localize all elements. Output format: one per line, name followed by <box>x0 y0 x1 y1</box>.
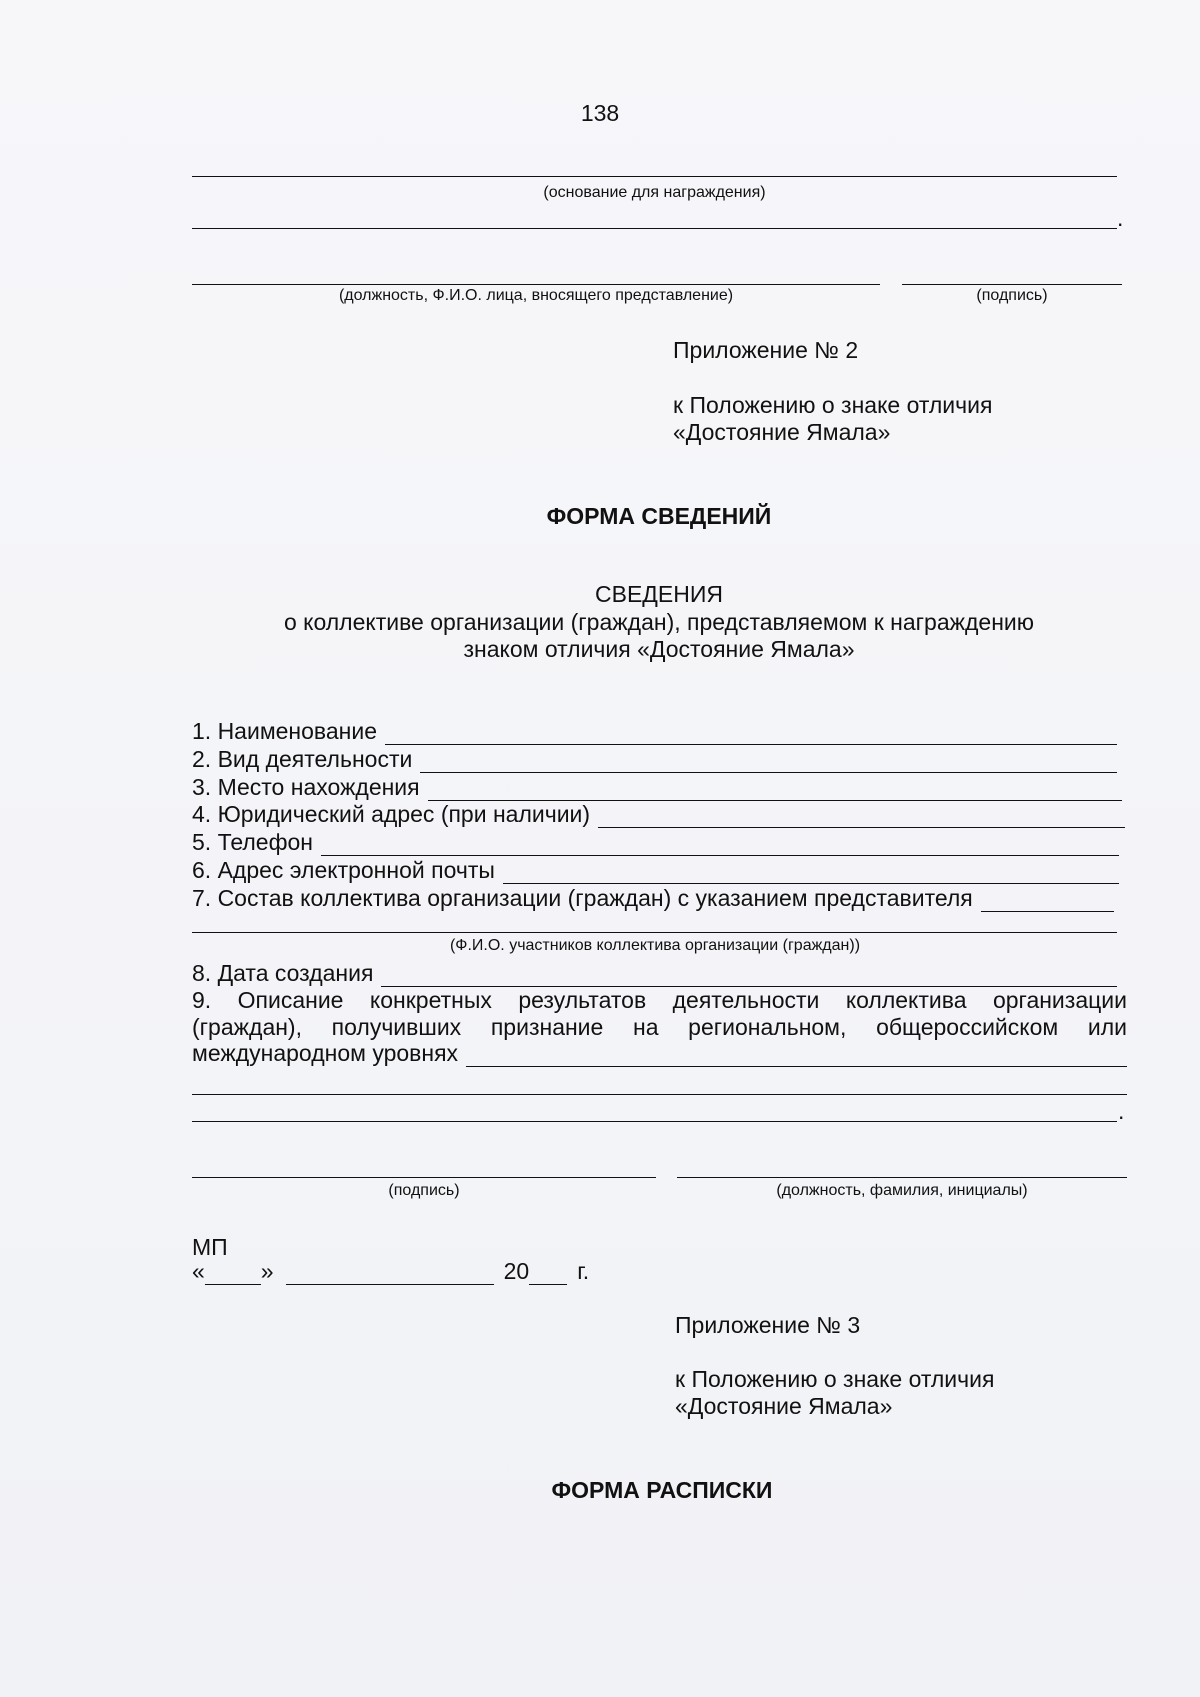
date-line <box>192 1258 589 1285</box>
appendix3-ref-line1: к Положению о знаке отличия <box>675 1366 995 1392</box>
field-label: 5. Телефон <box>192 829 313 855</box>
basis-caption: (основание для награждения) <box>543 184 766 201</box>
field-label: 4. Юридический адрес (при наличии) <box>192 801 591 827</box>
field-label: 7. Состав коллектива организации (граждан) с указанием представителя <box>192 885 973 911</box>
form-title: ФОРМА СВЕДЕНИЙ <box>546 503 772 529</box>
date-year-blank <box>529 1264 567 1285</box>
field-line <box>981 891 1114 912</box>
appendix2-ref-line2: «Достояние Ямала» <box>673 419 891 445</box>
sign-signature-caption: (подпись) <box>388 1182 460 1199</box>
field-line <box>428 780 1122 801</box>
date-day-blank <box>205 1264 261 1285</box>
field-label: международном уровнях <box>192 1040 459 1066</box>
field-line <box>420 752 1117 773</box>
field9-extra-line-2 <box>192 1121 1117 1122</box>
info-heading-line1: СВЕДЕНИЯ <box>595 581 723 607</box>
field-phone <box>192 829 1119 856</box>
receipt-title: ФОРМА РАСПИСКИ <box>551 1477 773 1503</box>
field-line <box>598 807 1125 828</box>
sign-position-line <box>677 1177 1127 1178</box>
info-heading-line2: о коллективе организации (граждан), представляемом к награждению <box>283 609 1035 635</box>
field-creation-date <box>192 960 1117 987</box>
position-caption: (должность, Ф.И.О. лица, вносящего представление) <box>338 287 734 304</box>
signature-caption: (подпись) <box>976 287 1048 304</box>
date-year-suffix: г. <box>577 1258 590 1284</box>
signature-line <box>902 284 1122 285</box>
date-open-quote: « <box>192 1258 205 1284</box>
field9-period: . <box>1118 1098 1125 1124</box>
date-month-blank <box>286 1264 494 1285</box>
field-label: 8. Дата создания <box>192 960 374 986</box>
info-heading-line3: знаком отличия «Достояние Ямала» <box>463 636 855 662</box>
field-activity <box>192 746 1117 773</box>
field-line <box>385 724 1117 745</box>
field-label: 6. Адрес электронной почты <box>192 857 495 883</box>
members-caption: (Ф.И.О. участников коллектива организации (граждан)) <box>449 937 861 954</box>
date-year-prefix: 20 <box>503 1258 530 1284</box>
position-line <box>192 284 880 285</box>
date-close-quote: » <box>260 1258 274 1284</box>
field-legal-address <box>192 801 1125 828</box>
page-number: 138 <box>580 100 620 126</box>
field-composition <box>192 885 1114 912</box>
field9-line1: 9. Описание конкретных результатов деятельности коллектива организации <box>192 987 1127 1013</box>
field-name <box>192 718 1117 745</box>
appendix3-ref-line2: «Достояние Ямала» <box>675 1393 893 1419</box>
field-line <box>321 835 1119 856</box>
field-line <box>503 863 1119 884</box>
sign-signature-line <box>192 1177 656 1178</box>
field-email <box>192 857 1119 884</box>
field9-line3 <box>192 1040 1127 1067</box>
appendix3-title: Приложение № 3 <box>675 1312 861 1338</box>
field-label: 2. Вид деятельности <box>192 746 413 772</box>
appendix2-ref-line1: к Положению о знаке отличия <box>673 392 993 418</box>
field-label: 1. Наименование <box>192 718 378 744</box>
field9-extra-line-1 <box>192 1094 1127 1095</box>
basis-line-2 <box>192 228 1117 229</box>
field-label: 3. Место нахождения <box>192 774 420 800</box>
field-location <box>192 774 1122 801</box>
basis-line-period: . <box>1117 205 1124 231</box>
field9-line2: (граждан), получивших признание на региональном, общероссийском или <box>192 1014 1127 1040</box>
appendix2-title: Приложение № 2 <box>673 337 859 363</box>
field-line <box>381 966 1117 987</box>
field-line <box>466 1046 1127 1067</box>
sign-position-caption: (должность, фамилия, инициалы) <box>776 1182 1028 1199</box>
stamp-mark: МП <box>192 1234 228 1260</box>
members-line <box>192 932 1117 933</box>
basis-line <box>192 176 1117 177</box>
